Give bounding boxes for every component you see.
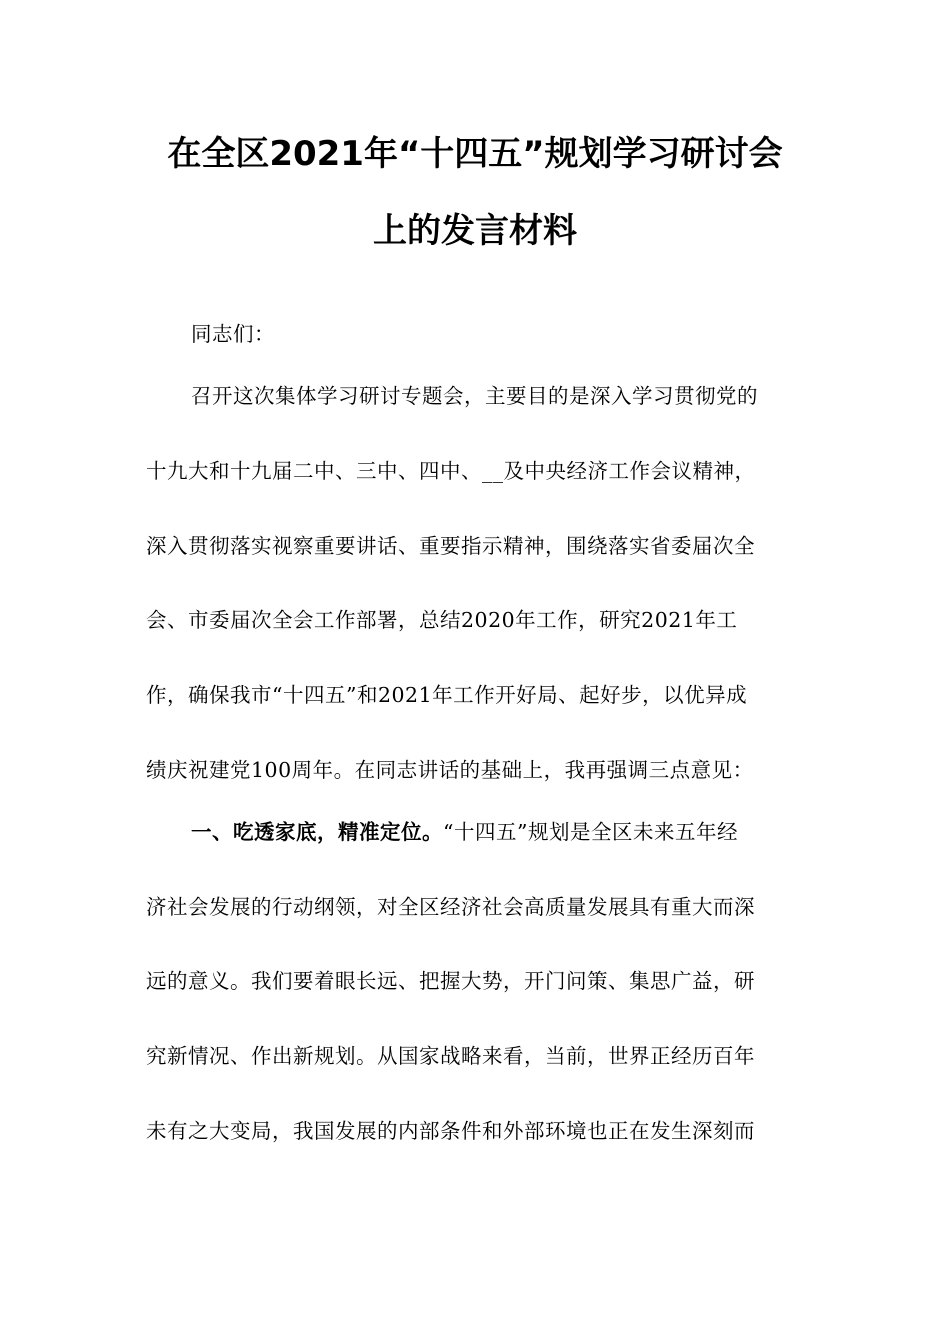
salutation: 同志们：: [191, 322, 275, 346]
paragraph-line: 会、市委届次全会工作部署，总结2020年工作，研究2021年工: [146, 608, 738, 632]
paragraph-line: 究新情况、作出新规划。从国家战略来看，当前，世界正经历百年: [146, 1044, 755, 1068]
paragraph-line: 深入贯彻落实视察重要讲话、重要指示精神，围绕落实省委届次全: [146, 534, 755, 558]
paragraph-line: 十九大和十九届二中、三中、四中、__及中央经济工作会议精神，: [146, 459, 756, 483]
paragraph-line: 作，确保我市“十四五”和2021年工作开好局、起好步，以优异成: [146, 683, 748, 707]
paragraph-line: 召开这次集体学习研讨专题会，主要目的是深入学习贯彻党的: [191, 384, 758, 408]
paragraph-line: 绩庆祝建党100周年。在同志讲话的基础上，我再强调三点意见：: [146, 758, 754, 782]
document-title-line-2: 上的发言材料: [373, 211, 577, 251]
paragraph-line: 济社会发展的行动纲领，对全区经济社会高质量发展具有重大而深: [146, 895, 755, 919]
section-1-first-line: [191, 817, 851, 847]
paragraph-line: 未有之大变局，我国发展的内部条件和外部环境也正在发生深刻而: [146, 1119, 755, 1143]
section-1-first-text: “十四五”规划是全区未来五年经: [443, 820, 738, 844]
document-title-line-1: 在全区2021年“十四五”规划学习研讨会: [167, 134, 783, 174]
section-1-heading: 一、吃透家底，精准定位。: [191, 820, 443, 844]
paragraph-line: 远的意义。我们要着眼长远、把握大势，开门问策、集思广益，研: [146, 969, 755, 993]
